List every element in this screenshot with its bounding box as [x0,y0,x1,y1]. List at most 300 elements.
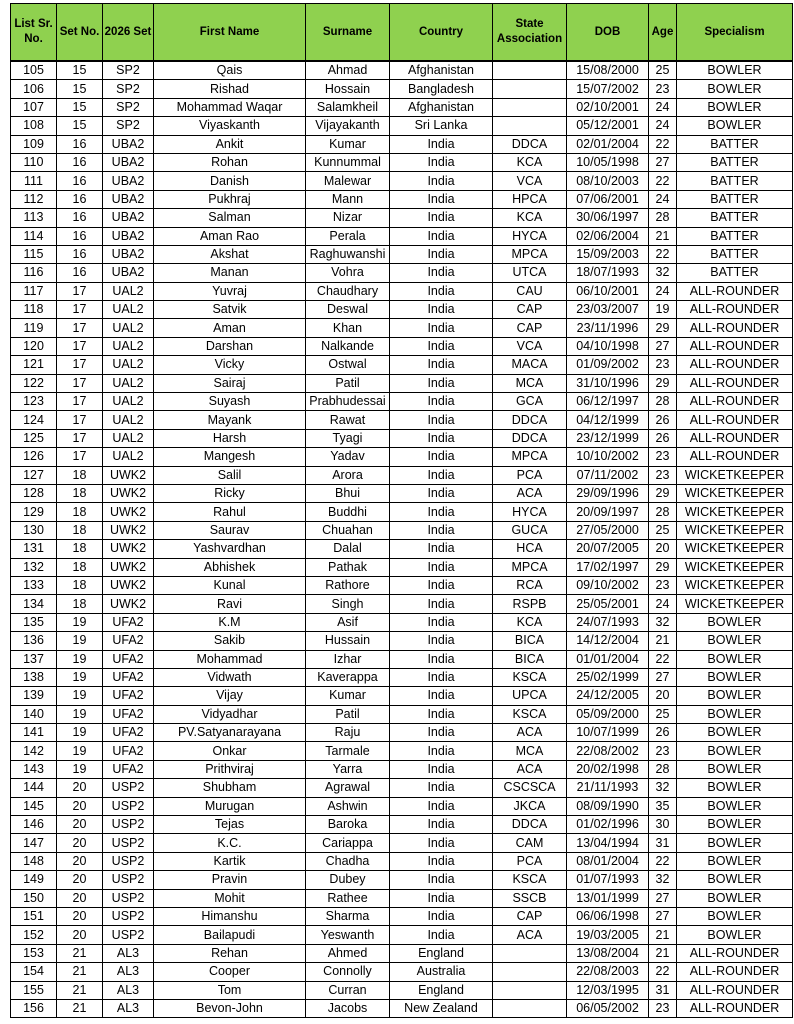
cell-dob: 02/06/2004 [567,227,649,245]
cell-set-no: 17 [57,319,103,337]
cell-first-name: Qais [154,61,306,80]
cell-set-no: 19 [57,613,103,631]
cell-country: Afghanistan [390,61,493,80]
table-row [11,282,793,300]
table-row [11,889,793,907]
cell-first-name: Vidyadhar [154,705,306,723]
table-row [11,871,793,889]
cell-state-association [493,98,567,116]
cell-surname: Hossain [306,80,390,98]
cell-set-no: 17 [57,374,103,392]
cell-surname: Prabhudessai [306,393,390,411]
cell-set-no: 15 [57,61,103,80]
header-2026-set: 2026 Set [103,4,154,62]
table-row [11,576,793,594]
cell-specialism: BATTER [677,209,793,227]
cell-age: 32 [649,264,677,282]
cell-dob: 15/07/2002 [567,80,649,98]
cell-set-no: 18 [57,466,103,484]
cell-set-2026: UWK2 [103,521,154,539]
cell-specialism: BOWLER [677,852,793,870]
cell-set-2026: UBA2 [103,135,154,153]
cell-surname: Ahmad [306,61,390,80]
table-row [11,319,793,337]
cell-set-2026: UWK2 [103,576,154,594]
cell-set-2026: USP2 [103,816,154,834]
cell-dob: 25/05/2001 [567,595,649,613]
cell-country: India [390,521,493,539]
cell-surname: Connolly [306,963,390,981]
cell-specialism: ALL-ROUNDER [677,301,793,319]
cell-list-sr-no: 118 [11,301,57,319]
table-row [11,98,793,116]
cell-dob: 01/07/1993 [567,871,649,889]
cell-dob: 13/01/1999 [567,889,649,907]
cell-set-2026: AL3 [103,944,154,962]
cell-set-no: 16 [57,190,103,208]
cell-specialism: WICKETKEEPER [677,521,793,539]
cell-country: India [390,301,493,319]
header-row [11,4,793,62]
cell-surname: Rathee [306,889,390,907]
header-set-no: Set No. [57,4,103,62]
cell-age: 29 [649,484,677,502]
cell-state-association: HCA [493,540,567,558]
cell-first-name: Mayank [154,411,306,429]
cell-list-sr-no: 110 [11,153,57,171]
cell-state-association [493,944,567,962]
cell-age: 26 [649,724,677,742]
cell-list-sr-no: 147 [11,834,57,852]
cell-specialism: BOWLER [677,926,793,944]
table-row [11,466,793,484]
cell-list-sr-no: 115 [11,245,57,263]
cell-surname: Pathak [306,558,390,576]
cell-set-2026: UBA2 [103,172,154,190]
cell-set-2026: USP2 [103,926,154,944]
cell-surname: Singh [306,595,390,613]
cell-state-association: KSCA [493,668,567,686]
cell-set-2026: USP2 [103,871,154,889]
cell-state-association: UTCA [493,264,567,282]
cell-country: Sri Lanka [390,117,493,135]
cell-surname: Ahmed [306,944,390,962]
cell-specialism: BATTER [677,245,793,263]
cell-state-association: KCA [493,613,567,631]
cell-specialism: ALL-ROUNDER [677,319,793,337]
table-row [11,117,793,135]
cell-surname: Dalal [306,540,390,558]
cell-specialism: BOWLER [677,98,793,116]
cell-surname: Agrawal [306,779,390,797]
cell-dob: 31/10/1996 [567,374,649,392]
cell-surname: Patil [306,374,390,392]
cell-state-association: GUCA [493,521,567,539]
table-row [11,687,793,705]
cell-list-sr-no: 117 [11,282,57,300]
cell-country: Afghanistan [390,98,493,116]
cell-surname: Arora [306,466,390,484]
table-row [11,209,793,227]
cell-dob: 20/07/2005 [567,540,649,558]
cell-specialism: ALL-ROUNDER [677,411,793,429]
cell-specialism: BOWLER [677,724,793,742]
cell-set-no: 20 [57,779,103,797]
cell-set-2026: UFA2 [103,742,154,760]
cell-list-sr-no: 121 [11,356,57,374]
cell-list-sr-no: 107 [11,98,57,116]
cell-set-no: 21 [57,999,103,1017]
cell-list-sr-no: 111 [11,172,57,190]
cell-dob: 23/12/1999 [567,429,649,447]
cell-surname: Mann [306,190,390,208]
cell-country: India [390,779,493,797]
cell-first-name: Viyaskanth [154,117,306,135]
cell-age: 32 [649,871,677,889]
cell-surname: Asif [306,613,390,631]
cell-set-no: 18 [57,521,103,539]
cell-dob: 17/02/1997 [567,558,649,576]
cell-dob: 02/10/2001 [567,98,649,116]
cell-list-sr-no: 125 [11,429,57,447]
cell-age: 27 [649,907,677,925]
cell-set-no: 16 [57,172,103,190]
cell-first-name: PV.Satyanarayana [154,724,306,742]
cell-first-name: Yashvardhan [154,540,306,558]
cell-set-2026: AL3 [103,999,154,1017]
cell-country: England [390,944,493,962]
cell-surname: Khan [306,319,390,337]
cell-set-no: 15 [57,80,103,98]
cell-set-no: 19 [57,760,103,778]
cell-specialism: BOWLER [677,797,793,815]
table-row [11,852,793,870]
cell-specialism: BOWLER [677,871,793,889]
cell-dob: 15/09/2003 [567,245,649,263]
cell-specialism: BOWLER [677,687,793,705]
cell-age: 20 [649,687,677,705]
cell-state-association: GCA [493,393,567,411]
cell-country: India [390,613,493,631]
cell-specialism: BATTER [677,190,793,208]
table-row [11,834,793,852]
cell-age: 23 [649,742,677,760]
cell-state-association: MPCA [493,448,567,466]
cell-dob: 07/06/2001 [567,190,649,208]
cell-specialism: BOWLER [677,834,793,852]
cell-set-2026: UFA2 [103,760,154,778]
cell-set-2026: UAL2 [103,393,154,411]
cell-set-2026: UAL2 [103,429,154,447]
cell-dob: 23/03/2007 [567,301,649,319]
cell-list-sr-no: 105 [11,61,57,80]
cell-first-name: K.M [154,613,306,631]
cell-age: 29 [649,319,677,337]
cell-set-2026: UBA2 [103,190,154,208]
cell-set-2026: USP2 [103,889,154,907]
cell-dob: 04/10/1998 [567,337,649,355]
cell-set-no: 18 [57,540,103,558]
cell-set-2026: UAL2 [103,374,154,392]
cell-list-sr-no: 148 [11,852,57,870]
cell-specialism: BATTER [677,227,793,245]
cell-set-2026: UWK2 [103,503,154,521]
table-row [11,907,793,925]
table-row [11,172,793,190]
cell-surname: Kumar [306,687,390,705]
cell-country: Bangladesh [390,80,493,98]
cell-state-association: RSPB [493,595,567,613]
cell-state-association: KCA [493,209,567,227]
cell-country: India [390,595,493,613]
cell-state-association: DDCA [493,411,567,429]
cell-specialism: BATTER [677,135,793,153]
table-row [11,816,793,834]
cell-state-association: RCA [493,576,567,594]
cell-state-association: HYCA [493,503,567,521]
cell-set-2026: UAL2 [103,282,154,300]
cell-dob: 05/09/2000 [567,705,649,723]
cell-country: India [390,632,493,650]
cell-country: India [390,797,493,815]
cell-country: India [390,264,493,282]
cell-age: 28 [649,393,677,411]
cell-state-association: ACA [493,724,567,742]
cell-set-no: 20 [57,816,103,834]
cell-state-association: KSCA [493,871,567,889]
cell-state-association: MCA [493,742,567,760]
cell-set-2026: UWK2 [103,540,154,558]
cell-set-no: 18 [57,576,103,594]
cell-first-name: Ricky [154,484,306,502]
cell-set-no: 16 [57,135,103,153]
cell-list-sr-no: 133 [11,576,57,594]
cell-country: India [390,135,493,153]
cell-country: India [390,540,493,558]
cell-surname: Kunnummal [306,153,390,171]
cell-country: India [390,558,493,576]
cell-state-association: MPCA [493,245,567,263]
cell-state-association: HPCA [493,190,567,208]
cell-set-no: 19 [57,742,103,760]
cell-specialism: BOWLER [677,668,793,686]
cell-country: India [390,466,493,484]
table-row [11,595,793,613]
cell-country: India [390,282,493,300]
cell-set-no: 18 [57,558,103,576]
cell-list-sr-no: 139 [11,687,57,705]
cell-age: 31 [649,981,677,999]
cell-country: India [390,650,493,668]
cell-list-sr-no: 149 [11,871,57,889]
cell-specialism: BOWLER [677,613,793,631]
cell-state-association [493,981,567,999]
cell-list-sr-no: 114 [11,227,57,245]
table-row [11,999,793,1017]
cell-state-association: CAM [493,834,567,852]
cell-first-name: Manan [154,264,306,282]
cell-dob: 24/12/2005 [567,687,649,705]
cell-surname: Chadha [306,852,390,870]
cell-set-2026: UAL2 [103,337,154,355]
cell-age: 25 [649,705,677,723]
cell-age: 35 [649,797,677,815]
cell-surname: Dubey [306,871,390,889]
cell-list-sr-no: 152 [11,926,57,944]
table-row [11,797,793,815]
cell-state-association: JKCA [493,797,567,815]
table-row [11,337,793,355]
cell-list-sr-no: 151 [11,907,57,925]
cell-country: India [390,907,493,925]
cell-surname: Salamkheil [306,98,390,116]
cell-set-no: 20 [57,852,103,870]
cell-country: New Zealand [390,999,493,1017]
cell-specialism: BOWLER [677,632,793,650]
cell-dob: 02/01/2004 [567,135,649,153]
cell-first-name: Saurav [154,521,306,539]
cell-state-association: CAU [493,282,567,300]
cell-set-2026: AL3 [103,963,154,981]
cell-set-2026: UBA2 [103,245,154,263]
cell-dob: 04/12/1999 [567,411,649,429]
cell-surname: Yarra [306,760,390,778]
cell-age: 27 [649,668,677,686]
cell-state-association: DDCA [493,135,567,153]
cell-set-2026: SP2 [103,98,154,116]
cell-list-sr-no: 126 [11,448,57,466]
cell-set-2026: UAL2 [103,411,154,429]
cell-age: 26 [649,411,677,429]
cell-first-name: Abhishek [154,558,306,576]
cell-first-name: Kartik [154,852,306,870]
cell-set-2026: UAL2 [103,448,154,466]
cell-surname: Kaverappa [306,668,390,686]
cell-dob: 19/03/2005 [567,926,649,944]
cell-surname: Rawat [306,411,390,429]
cell-first-name: Bailapudi [154,926,306,944]
cell-state-association [493,61,567,80]
cell-first-name: Aman Rao [154,227,306,245]
cell-list-sr-no: 106 [11,80,57,98]
cell-state-association: CSCSCA [493,779,567,797]
table-row [11,374,793,392]
table-row [11,724,793,742]
cell-age: 23 [649,356,677,374]
cell-specialism: BOWLER [677,705,793,723]
cell-specialism: BOWLER [677,907,793,925]
cell-surname: Deswal [306,301,390,319]
cell-dob: 06/06/1998 [567,907,649,925]
cell-set-no: 17 [57,301,103,319]
cell-set-no: 19 [57,724,103,742]
cell-specialism: BOWLER [677,61,793,80]
cell-list-sr-no: 122 [11,374,57,392]
cell-set-2026: UBA2 [103,209,154,227]
table-row [11,245,793,263]
cell-surname: Nizar [306,209,390,227]
cell-state-association: MACA [493,356,567,374]
cell-first-name: Rahul [154,503,306,521]
cell-age: 23 [649,466,677,484]
table-row [11,926,793,944]
cell-age: 26 [649,429,677,447]
cell-dob: 20/02/1998 [567,760,649,778]
cell-list-sr-no: 146 [11,816,57,834]
cell-set-no: 21 [57,981,103,999]
cell-age: 29 [649,374,677,392]
cell-surname: Ostwal [306,356,390,374]
cell-age: 28 [649,503,677,521]
table-row [11,944,793,962]
cell-first-name: Cooper [154,963,306,981]
cell-specialism: BOWLER [677,816,793,834]
cell-list-sr-no: 129 [11,503,57,521]
cell-set-no: 17 [57,282,103,300]
cell-surname: Cariappa [306,834,390,852]
cell-dob: 10/05/1998 [567,153,649,171]
cell-first-name: Mohammad Waqar [154,98,306,116]
table-row [11,393,793,411]
cell-age: 21 [649,944,677,962]
header-dob: DOB [567,4,649,62]
cell-country: India [390,484,493,502]
cell-state-association: BICA [493,650,567,668]
table-row [11,227,793,245]
cell-state-association [493,117,567,135]
cell-dob: 08/01/2004 [567,852,649,870]
cell-set-2026: UFA2 [103,668,154,686]
cell-country: India [390,374,493,392]
table-row [11,668,793,686]
cell-set-2026: UBA2 [103,227,154,245]
cell-set-no: 21 [57,963,103,981]
cell-age: 25 [649,61,677,80]
cell-set-no: 20 [57,834,103,852]
cell-specialism: ALL-ROUNDER [677,963,793,981]
cell-surname: Bhui [306,484,390,502]
cell-state-association: ACA [493,484,567,502]
cell-first-name: Himanshu [154,907,306,925]
cell-set-2026: UWK2 [103,484,154,502]
cell-country: India [390,705,493,723]
cell-specialism: ALL-ROUNDER [677,999,793,1017]
table-row [11,356,793,374]
cell-first-name: Yuvraj [154,282,306,300]
cell-state-association: ACA [493,926,567,944]
cell-first-name: Murugan [154,797,306,815]
cell-country: India [390,393,493,411]
cell-first-name: Satvik [154,301,306,319]
cell-set-2026: USP2 [103,779,154,797]
cell-state-association [493,963,567,981]
cell-set-2026: UAL2 [103,301,154,319]
header-specialism: Specialism [677,4,793,62]
cell-country: India [390,411,493,429]
cell-first-name: Salman [154,209,306,227]
table-row [11,503,793,521]
cell-state-association: KSCA [493,705,567,723]
cell-specialism: BOWLER [677,117,793,135]
cell-surname: Sharma [306,907,390,925]
cell-list-sr-no: 112 [11,190,57,208]
cell-age: 27 [649,889,677,907]
cell-list-sr-no: 119 [11,319,57,337]
cell-dob: 13/08/2004 [567,944,649,962]
cell-dob: 24/07/1993 [567,613,649,631]
cell-country: India [390,448,493,466]
cell-set-no: 19 [57,668,103,686]
